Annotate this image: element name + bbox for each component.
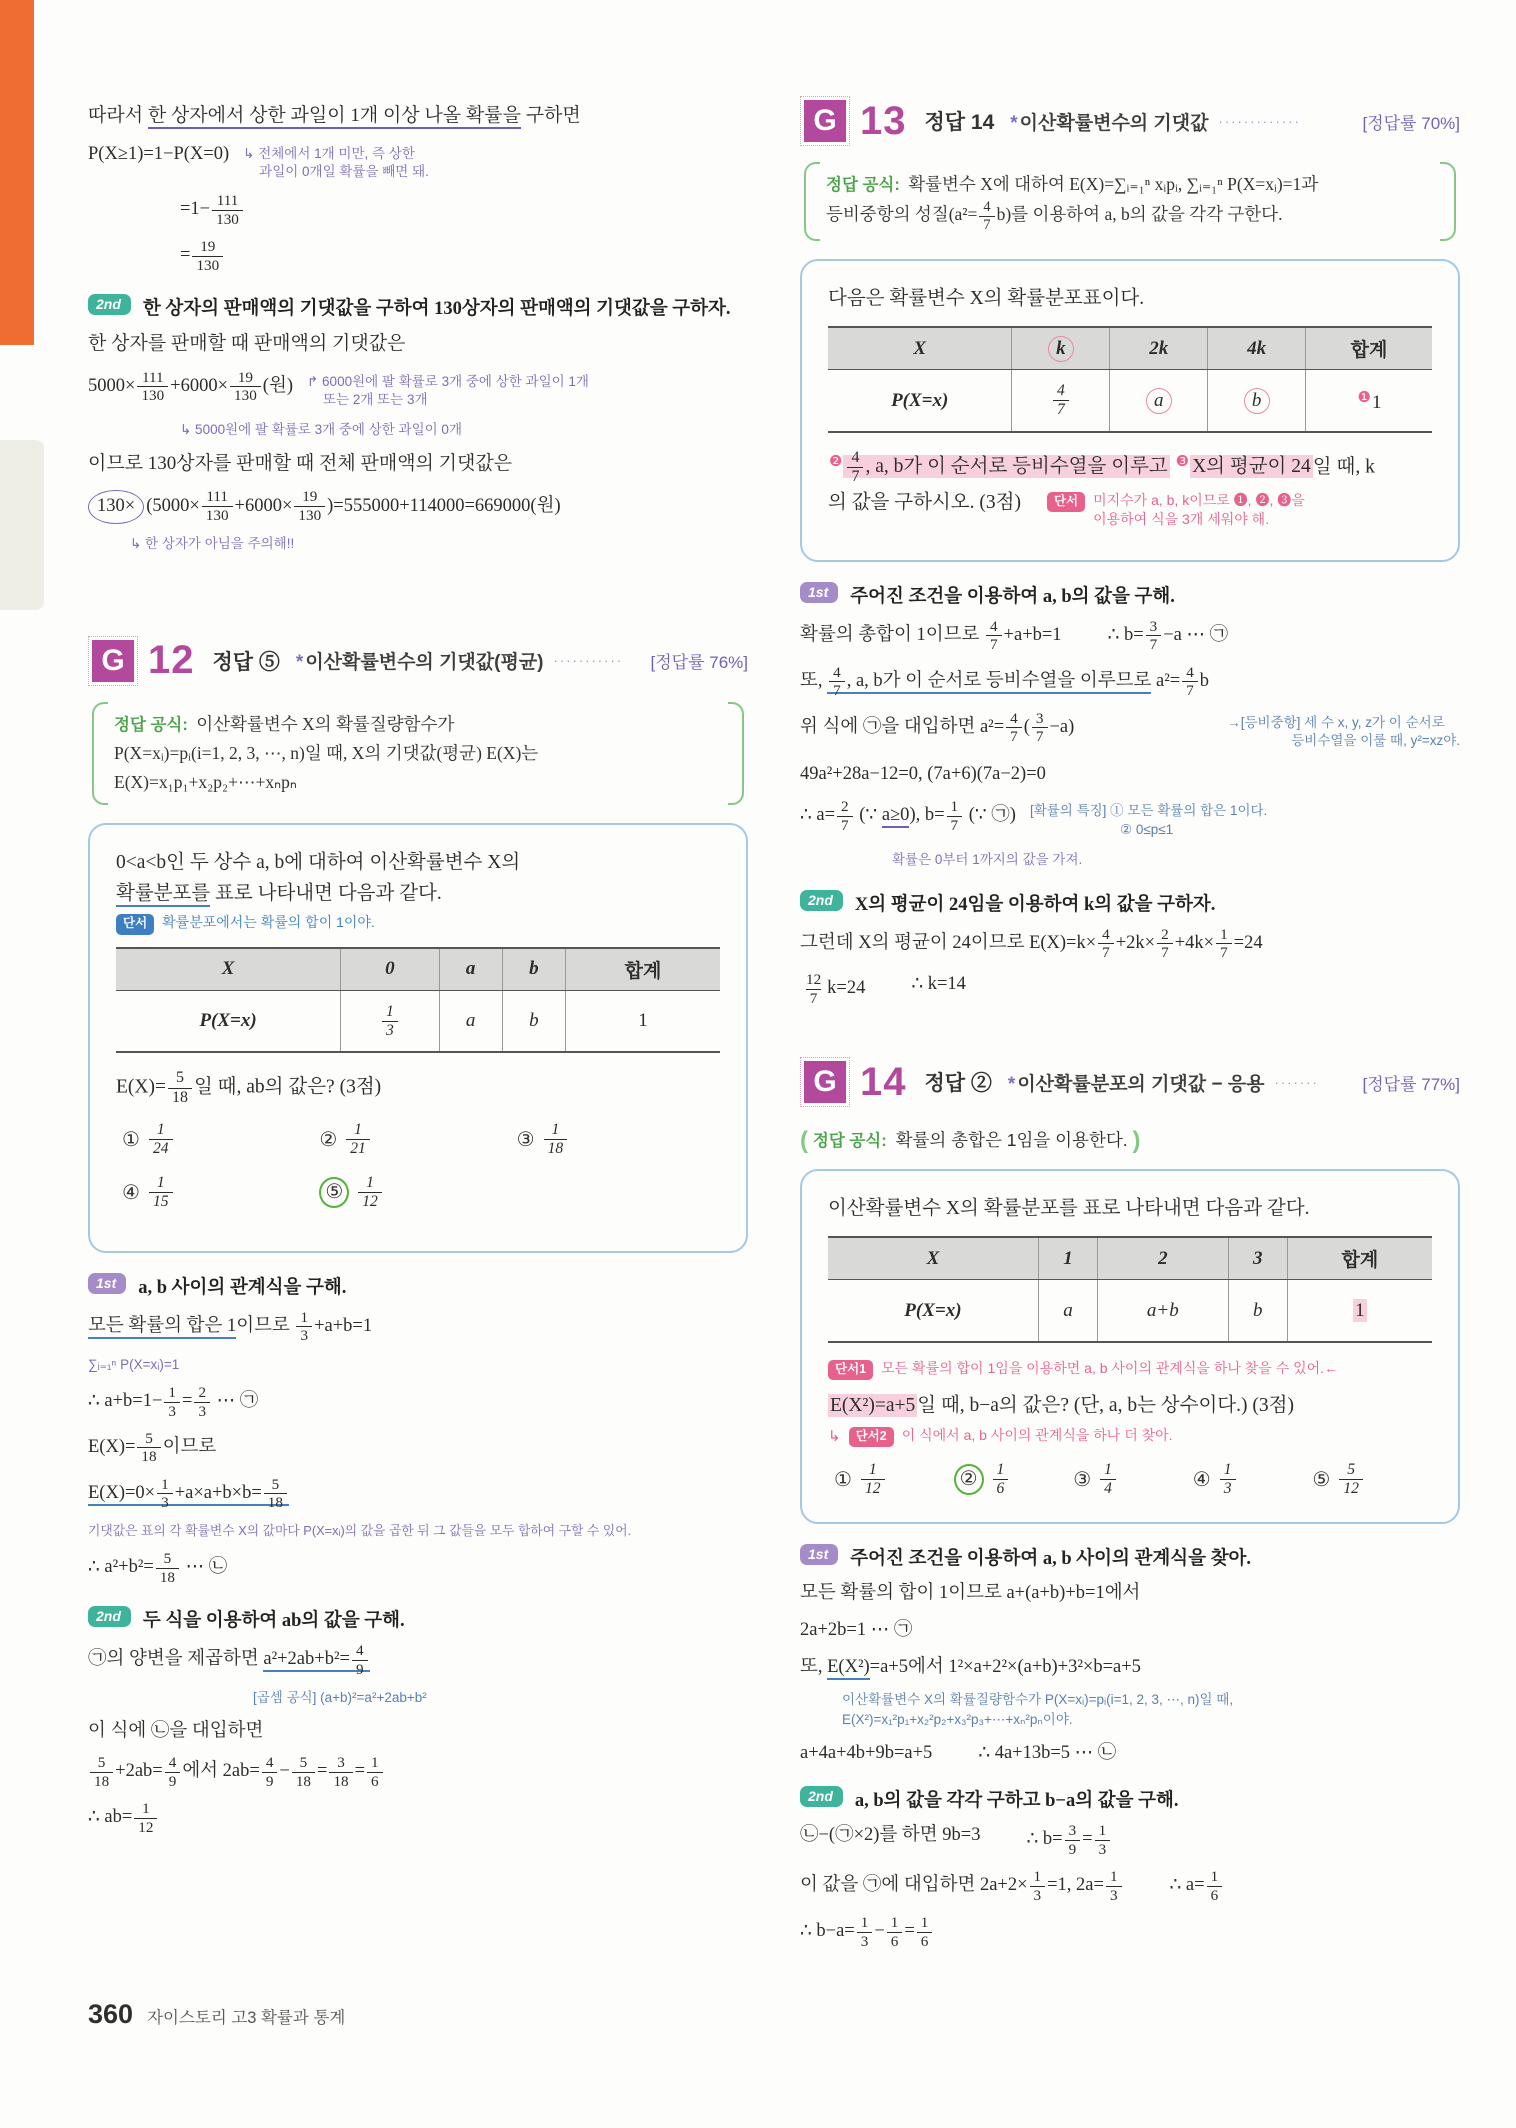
answer-formula-box: 정답 공식: 이산확률변수 X의 확률질량함수가 P(X=xᵢ)=pᵢ(i=1, 2, 3, ⋯, n)일 때, X의 기댓값(평균) E(X)는 E(X)=x₁p₁+x₂p₂+⋯+xₙpₙ (92, 702, 744, 805)
choice-3: ③ $\frac{1}{4}$ (1073, 1461, 1193, 1498)
equation: 130× (5000× $\frac{111}{130}$ +6000× $\frac{19}{130}$ )=555000+114000=669000(원) (88, 488, 748, 524)
solution-step: 1st 주어진 조건을 이용하여 a, b의 값을 구해. (800, 582, 1460, 608)
clue-note: ↳ 단서2 이 식에서 a, b 사이의 관계식을 하나 더 찾아. (828, 1426, 1432, 1448)
page-number: 360 (88, 1999, 134, 2029)
equation: ㉠의 양변을 제곱하면 a²+2ab+b²= $\frac{4}{9}$ (88, 1642, 748, 1678)
clue-badge: 단서 (1047, 492, 1085, 513)
problem-number: 12 (148, 638, 195, 683)
correct-rate: [정답률 76%] (650, 653, 748, 673)
underlined-phrase: E(X²) (827, 1657, 870, 1680)
equation-row: 확률의 총합이 1이므로 $\frac{4}{7}$ +a+b=1 ∴ b= $\frac{3}{7}$ −a ⋯ ㉠ (800, 617, 1229, 654)
equation: = $\frac{19}{130}$ (180, 238, 748, 274)
equation: 그런데 X의 평균이 24이므로 E(X)=k× $\frac{4}{7}$ +2k× $\frac{2}{7}$ +4k× $\frac{1}{7}$ =24 (800, 925, 1263, 961)
clue-number-badge: ❷ (829, 453, 843, 471)
circled-factor: 130× (88, 490, 144, 525)
distribution-table-g13 (828, 326, 1432, 433)
clue-note: 단서1 모든 확률의 합이 1임을 이용하면 a, b 사이의 관계식을 하나 찾을 수 있어.← (828, 1359, 1432, 1381)
answer-label: 정답 14 (924, 111, 995, 134)
margin-note: [곱셈 공식] (a+b)²=a²+2ab+b² (253, 1690, 427, 1706)
step-badge-2nd: 2nd (88, 1606, 131, 1627)
equation-row: $\frac{12}{7}$ k=24 ∴ k=14 (806, 971, 966, 1007)
solution-step: 1st a, b 사이의 관계식을 구해. (88, 1273, 748, 1299)
choice-1: ① $\frac{1}{12}$ (834, 1461, 954, 1498)
solution-step: 1st 주어진 조건을 이용하여 a, b 사이의 관계식을 찾아. (800, 1544, 1460, 1570)
table-data-row: P(X=x) $\frac{1}{3}$ a b 1 (116, 990, 720, 1052)
circled-value: b (1244, 388, 1270, 414)
selected-answer-circle: ⑤ (319, 1177, 349, 1208)
equation: 모든 확률의 합이 1이므로 a+(a+b)+b=1에서 (800, 1582, 1141, 1603)
problem-header-g12 (88, 636, 748, 686)
page-footer (88, 1999, 345, 2030)
highlighted-value: 1 (1355, 1299, 1365, 1321)
equation-with-note (88, 369, 748, 411)
equation: ∴ b−a= $\frac{1}{3}$ − $\frac{1}{6}$ = $\frac{1}{6}$ (800, 1914, 1460, 1950)
underlined-phrase: 한 상자에서 상한 과일이 1개 이상 나올 확률을 (148, 105, 521, 129)
equation: 49a²+28a−12=0, (7a+6)(7a−2)=0 (800, 764, 1046, 785)
margin-note: ∑ᵢ₌₁ⁿ P(X=xᵢ)=1 (88, 1356, 180, 1372)
selected-answer-circle: ② (954, 1464, 984, 1495)
correct-rate: [정답률 70%] (1362, 113, 1460, 133)
formula-label: 정답 공식: (812, 1132, 887, 1151)
equation: ∴ a²+b²= $\frac{5}{18}$ ⋯ ㉡ (88, 1550, 228, 1586)
equation: 또, $\frac{4}{7}$ , a, b가 이 순서로 등비수열을 이루므로 a²= $\frac{4}{7}$ b (800, 663, 1210, 700)
equation: 2a+2b=1 ⋯ ㉠ (800, 1619, 913, 1640)
left-column (88, 96, 748, 1960)
question-text: 의 값을 구하시오. (3점) (828, 491, 1021, 513)
underlined-phrase: 모든 확률의 합은 1 (88, 1316, 236, 1339)
problem-number: 13 (860, 98, 907, 143)
clue-note: 단서 미지수가 a, b, k이므로 ❶, ❷, ❸을 이용하여 식을 3개 세워야 해. (1047, 491, 1305, 530)
equation: $\frac{5}{18}$ +2ab= $\frac{4}{9}$ 에서 2ab= $\frac{4}{9}$ − $\frac{5}{18}$ = $\frac{3}{18}$ = $\frac{1}{6}$ (88, 1754, 748, 1790)
question-box-g12 (88, 823, 748, 1253)
table-data-row: P(X=x) a a+b b 1 (828, 1280, 1432, 1342)
answer-label: 정답 ② (924, 1072, 992, 1096)
choice-4: ④ $\frac{1}{15}$ (122, 1174, 319, 1211)
choice-5: ⑤ $\frac{5}{12}$ (1312, 1461, 1432, 1498)
step-badge-1st: 1st (800, 582, 838, 603)
equation: E(X)=0× $\frac{1}{3}$ +a×a+b×b= $\frac{5}{18}$ (88, 1476, 748, 1512)
question-text: 다음은 확률변수 X의 확률분포표이다. (828, 288, 1145, 310)
clue-note: 단서 확률분포에서는 확률의 합이 1이야. (116, 913, 720, 935)
table-header-row: X k 2k 4k 합계 (828, 327, 1432, 370)
choice-list (834, 1461, 1432, 1498)
distribution-table-g14 (828, 1236, 1432, 1343)
question-text: E(X)= $\frac{5}{18}$ 일 때, ab의 값은? (3점) (116, 1069, 382, 1106)
margin-note: ↳ 5000원에 팔 확률로 3개 중에 상한 과일이 0개 (180, 422, 462, 438)
dotted-leader: ··········· (553, 653, 624, 669)
choice-4: ④ $\frac{1}{3}$ (1193, 1461, 1313, 1498)
clue-badge: 단서 (116, 914, 154, 935)
equation: 모든 확률의 합은 1이므로 $\frac{1}{3}$ +a+b=1 (88, 1308, 373, 1345)
elbow-arrow-icon: ↳ (828, 1427, 841, 1445)
margin-note: ↳ 전체에서 1개 미만, 즉 상한 과일이 0개일 확률을 빼면 돼. (243, 145, 429, 180)
margin-note: ↳ 한 상자가 아님을 주의해!! (130, 536, 295, 552)
problem-title: * 이산확률변수의 기댓값(평균) (295, 652, 544, 674)
step-badge-1st: 1st (88, 1273, 126, 1294)
highlighted-phrase: $\frac{4}{7}$ , a, b가 이 순서로 등비수열을 이루고 (843, 455, 1169, 478)
dotted-leader: ······· (1274, 1074, 1319, 1090)
table-header-row: X 1 2 3 합계 (828, 1237, 1432, 1280)
question-text: 확률분포를 표로 나타내면 다음과 같다. (116, 878, 720, 909)
solution-line: 한 상자를 판매할 때 판매액의 기댓값은 (88, 333, 406, 355)
answer-formula-box: 정답 공식: 확률변수 X에 대하여 E(X)=∑ᵢ₌₁ⁿ xᵢpᵢ, ∑ᵢ₌₁ⁿ P(X=xᵢ)=1과 등비중항의 성질(a²= $\frac{4}{7}$ b)를 이용하여 a, b의 값을 각각 구한다. (804, 162, 1456, 241)
page-edge-tab (0, 440, 44, 610)
problem-header-g13 (800, 96, 1460, 146)
clue-badge: 단서2 (849, 1427, 894, 1448)
table-data-row: P(X=x) $\frac{4}{7}$ a b $^❶$1 (828, 370, 1432, 432)
question-text: $^❷$ $\frac{4}{7}$ , a, b가 이 순서로 등비수열을 이루고 $^❸$ X의 평균이 24 일 때, k (829, 448, 1375, 486)
problem-id-badge: G (88, 636, 138, 686)
choice-2: ② $\frac{1}{21}$ (319, 1121, 516, 1158)
answer-formula-inline: ( 정답 공식: 확률의 총합은 1임을 이용한다. ) (800, 1127, 1141, 1155)
problem-title: * 이산확률분포의 기댓값 − 응용 (1007, 1073, 1265, 1095)
solution-step: 2nd 한 상자의 판매액의 기댓값을 구하여 130상자의 판매액의 기댓값을 구하자. (88, 294, 748, 320)
choice-list (122, 1121, 720, 1227)
equation-with-note: 위 식에 ㉠을 대입하면 a²= $\frac{4}{7}$ ( $\frac{3}{7}$ −a) →[등비중항] 세 수 x, y, z가 이 순서로 등비수열을 이룰 때, y²=xz야. (800, 710, 1460, 752)
equation: P(X≥1)=1−P(X=0) (88, 143, 230, 164)
margin-note: ↱ 6000원에 팔 확률로 3개 중에 상한 과일이 1개 또는 2개 또는 3개 (306, 373, 589, 408)
choice-2-selected: ② $\frac{1}{6}$ (954, 1461, 1074, 1498)
problem-header-g14 (800, 1057, 1460, 1107)
equation-row: 이 값을 ㉠에 대입하면 2a+2× $\frac{1}{3}$ =1, 2a= $\frac{1}{3}$ ∴ a= $\frac{1}{6}$ (800, 1868, 1460, 1904)
choice-3: ③ $\frac{1}{18}$ (517, 1121, 714, 1158)
question-text: 0<a<b인 두 상수 a, b에 대하여 이산확률변수 X의 (116, 851, 521, 873)
circled-value: k (1048, 336, 1074, 362)
solution-step: 2nd 두 식을 이용하여 ab의 값을 구해. (88, 1606, 748, 1632)
step-badge-2nd: 2nd (800, 1786, 843, 1807)
clue-number-badge: ❶ (1357, 388, 1371, 406)
problem-id-badge: G (800, 96, 850, 146)
step-badge-1st: 1st (800, 1544, 838, 1565)
formula-label: 정답 공식: (826, 176, 900, 194)
circled-value: a (1146, 388, 1172, 414)
question-text: E(X²)=a+5 일 때, b−a의 값은? (단, a, b는 상수이다.) (3점) (830, 1395, 1294, 1417)
highlighted-phrase: X의 평균이 24 (1192, 456, 1311, 478)
underlined-phrase: $\frac{4}{7}$ , a, b가 이 순서로 등비수열을 이루므로 (827, 671, 1151, 694)
dotted-leader: ············· (1218, 113, 1301, 129)
question-box-g14 (800, 1169, 1460, 1524)
solution-line: 이므로 130상자를 판매할 때 전체 판매액의 기댓값은 (88, 452, 513, 474)
clue-badge: 단서1 (828, 1360, 873, 1381)
highlighted-phrase: E(X²)=a+5 (830, 1395, 916, 1417)
question-text: 이산확률변수 X의 확률분포를 표로 나타내면 다음과 같다. (828, 1198, 1310, 1220)
solution-step: 2nd a, b의 값을 각각 구하고 b−a의 값을 구해. (800, 1786, 1460, 1812)
distribution-table-g12 (116, 947, 720, 1054)
choice-5-selected: ⑤ $\frac{1}{12}$ (319, 1174, 516, 1211)
equation-row: a+4a+4b+9b=a+5 ∴ 4a+13b=5 ⋯ ㉡ (800, 1742, 1117, 1763)
margin-note: 이산확률변수 X의 확률질량함수가 P(X=xᵢ)=pᵢ(i=1, 2, 3, ⋯, n)일 때, E(X²)=x₁²p₁+x₂²p₂+x₃²p₃+⋯+xₙ²pₙ이야. (842, 1692, 1234, 1727)
page-edge-color-bar (0, 0, 34, 345)
step-badge-2nd: 2nd (88, 294, 131, 315)
equation-with-note (88, 141, 748, 183)
right-column (800, 96, 1460, 1960)
correct-rate: [정답률 77%] (1362, 1074, 1460, 1094)
formula-label: 정답 공식: (114, 715, 188, 734)
equation: 5000× $\frac{111}{130}$ +6000× $\frac{19}{130}$ (원) (88, 368, 293, 404)
equation: 또, E(X²)=a+5에서 1²×a+2²×(a+b)+3²×b=a+5 (800, 1654, 1460, 1681)
margin-note: [확률의 특징] ① 모든 확률의 합은 1이다. ② 0≤p≤1 (1029, 803, 1268, 838)
equation: ∴ a+b=1− $\frac{1}{3}$ = $\frac{2}{3}$ ⋯ ㉠ (88, 1384, 259, 1420)
problem-id-badge: G (800, 1057, 850, 1107)
solution-line: 따라서 한 상자에서 상한 과일이 1개 이상 나올 확률을 구하면 (88, 102, 748, 131)
margin-note: →[등비중항] 세 수 x, y, z가 이 순서로 등비수열을 이룰 때, y²=xz야. (1227, 714, 1460, 749)
equation-row: ㉡−(㉠×2)를 하면 9b=3 ∴ b= $\frac{3}{9}$ = $\frac{1}{3}$ (800, 1822, 1460, 1858)
table-header-row: X 0 a b 합계 (116, 948, 720, 991)
equation: ∴ ab= $\frac{1}{12}$ (88, 1800, 748, 1836)
equation: =1− $\frac{111}{130}$ (180, 192, 748, 228)
equation: 이 식에 ㉡을 대입하면 (88, 1720, 264, 1741)
problem-number: 14 (860, 1059, 907, 1104)
choice-1: ① $\frac{1}{24}$ (122, 1121, 319, 1158)
margin-note: 확률은 0부터 1까지의 값을 가져. (892, 851, 1083, 867)
solution-step: 2nd X의 평균이 24임을 이용하여 k의 값을 구하자. (800, 890, 1460, 916)
answer-label: 정답 ⑤ (212, 650, 280, 674)
margin-note: 기댓값은 표의 각 확률변수 X의 값마다 P(X=xᵢ)의 값을 곱한 뒤 그 값들을 모두 합하여 구할 수 있어. (88, 1522, 632, 1538)
problem-title: * 이산확률변수의 기댓값 (1010, 112, 1209, 134)
book-title: 자이스토리 고3 확률과 통계 (147, 2009, 346, 2027)
equation: E(X)= $\frac{5}{18}$ 이므로 (88, 1429, 217, 1466)
step-badge-2nd: 2nd (800, 890, 843, 911)
clue-number-badge: ❸ (1175, 453, 1190, 471)
question-box-g13 (800, 259, 1460, 562)
equation-with-note: ∴ a= $\frac{2}{7}$ (∵ a≥0), b= $\frac{1}{7}$ (∵ ㉠) [확률의 특징] ① 모든 확률의 합은 1이다. ② 0≤p≤1 (800, 798, 1460, 840)
